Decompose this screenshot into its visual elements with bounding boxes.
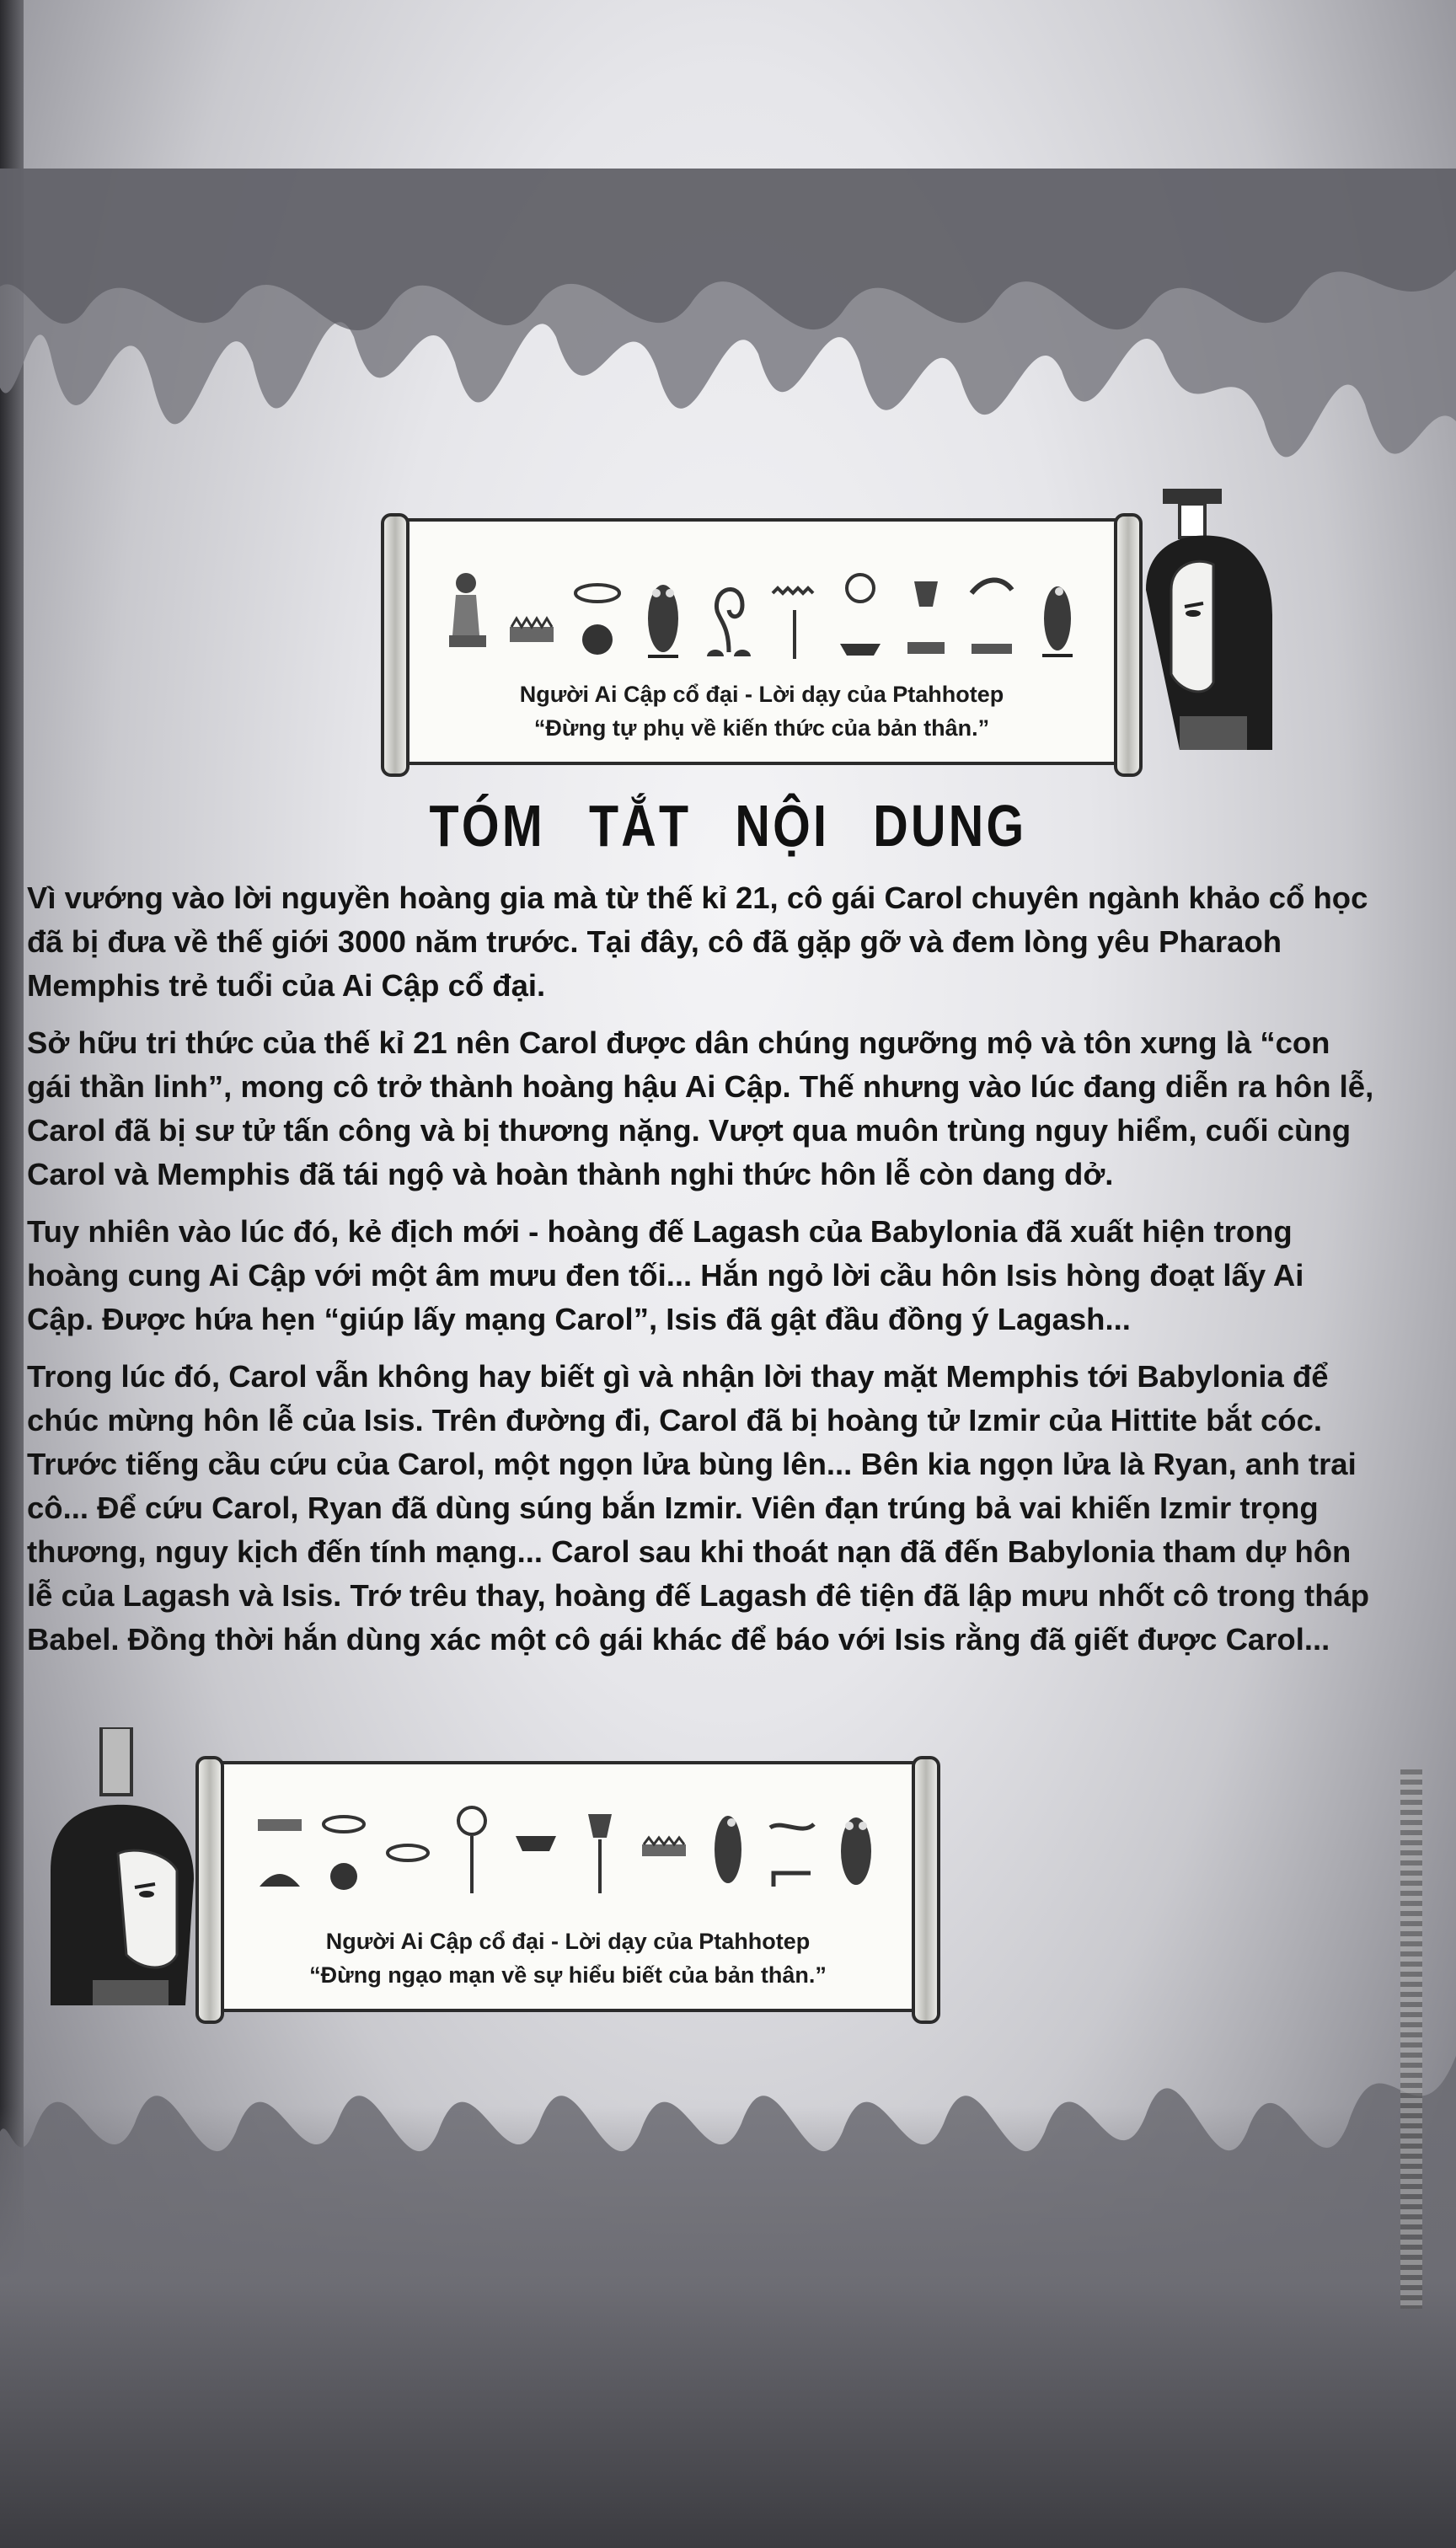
summary-paragraph-1: Vì vướng vào lời nguyền hoàng gia mà từ thế kỉ 21, cô gái Carol chuyên ngành khảo cổ học đã bị đưa về thế giới 3000 năm trước. Tại đây, cô đã gặp gỡ và đem lòng yêu Pharaoh Memphis trẻ tuổi của Ai Cập cổ đại. [27,881,1368,1003]
water-glyph-icon [640,1802,688,1895]
face-glyph-icon [837,568,884,661]
falcon-glyph-icon [1034,568,1081,661]
summary-body [27,876,1375,1675]
snake-glyph-icon [768,1802,816,1895]
bottom-shadow [0,2106,1456,2548]
owl-glyph-icon [640,568,687,661]
egyptian-woman-portrait-icon [1112,472,1281,750]
hieroglyph-row [248,1777,888,1895]
mouth-glyph-icon [574,568,621,661]
mat-glyph-icon [256,1802,303,1895]
heart-jar-glyph-icon [576,1802,624,1895]
hieroglyph-row [433,543,1090,661]
page-title: TÓM TẮT NỘI DUNG [429,793,1027,859]
bottom-scroll-caption [214,1924,922,1992]
top-scroll-attribution: Người Ai Cập cổ đại - Lời dạy của Ptahhotep [519,682,1004,707]
owl-glyph-icon [832,1802,880,1895]
summary-paragraph-4: Trong lúc đó, Carol vẫn không hay biết gì và nhận lời thay mặt Memphis tới Babylonia để chúc mừng hôn lễ của Isis. Trên đường đi, Carol đã bị hoàng tử Izmir của Hittite bắt cóc. Trước tiếng cầu cứu của Carol, một ngọn lửa bùng lên... Bên kia ngọn lửa là Ryan, anh trai cô... Để cứu Carol, Ryan đã dùng súng bắn Izmir. Viên đạn trúng bả vai khiến Izmir trọng thương, nguy kịch đến tính mạng... Carol sau khi thoát nạn đã đến Babylonia tham dự hôn lễ của Lagash và Isis. Trớ trêu thay, hoàng đế Lagash đê tiện đã lập mưu nhốt cô trong tháp Babel. Đồng thời hắn dùng xác một cô gái khác để báo với Isis rằng đã giết được Carol... [27,1359,1370,1657]
bottom-hieroglyph-scroll [211,1761,925,2012]
summary-paragraph-2: Sở hữu tri thức của thế kỉ 21 nên Carol được dân chúng ngưỡng mộ và tôn xưng là “con gái thần linh”, mong cô trở thành hoàng hậu Ai Cập. Thế nhưng vào lúc đang diễn ra hôn lễ, Carol đã bị sư tử tấn công và bị thương nặng. Vượt qua muôn trùng nguy hiểm, cuối cùng Carol và Memphis đã tái ngộ và hoàn thành nghi thức hôn lễ còn dang dở. [27,1025,1374,1191]
bottom-scroll-quote: “Đừng ngạo mạn về sự hiểu biết của bản thân.” [309,1962,827,1988]
top-scroll-quote: “Đừng tự phụ về kiến thức của bản thân.” [533,715,990,741]
egyptian-woman-portrait-icon [42,1727,211,2005]
falcon-glyph-icon [704,1802,752,1895]
face-glyph-icon [448,1802,495,1895]
seated-figure-glyph-icon [442,568,490,661]
heart-jar-glyph-icon [902,568,950,661]
mat-glyph-icon [508,568,555,661]
side-barcode-strip [1400,1769,1422,2309]
horn-glyph-icon [968,568,1015,661]
top-scroll-caption [399,677,1124,745]
mouth-glyph-icon [320,1802,367,1895]
bowl-glyph-icon [512,1802,559,1895]
coil-glyph-icon [705,568,752,661]
bottom-scroll-attribution: Người Ai Cập cổ đại - Lời dạy của Ptahhotep [325,1929,811,1954]
eye-glyph-icon [384,1802,431,1895]
top-hieroglyph-scroll [396,518,1127,765]
water-glyph-icon [771,568,818,661]
summary-paragraph-3: Tuy nhiên vào lúc đó, kẻ địch mới - hoàng đế Lagash của Babylonia đã xuất hiện trong hoàng cung Ai Cập với một âm mưu đen tối... Hắn ngỏ lời cầu hôn Isis hòng đoạt lấy Ai Cập. Được hứa hẹn “giúp lấy mạng Carol”, Isis đã gật đầu đồng ý Lagash... [27,1214,1304,1336]
